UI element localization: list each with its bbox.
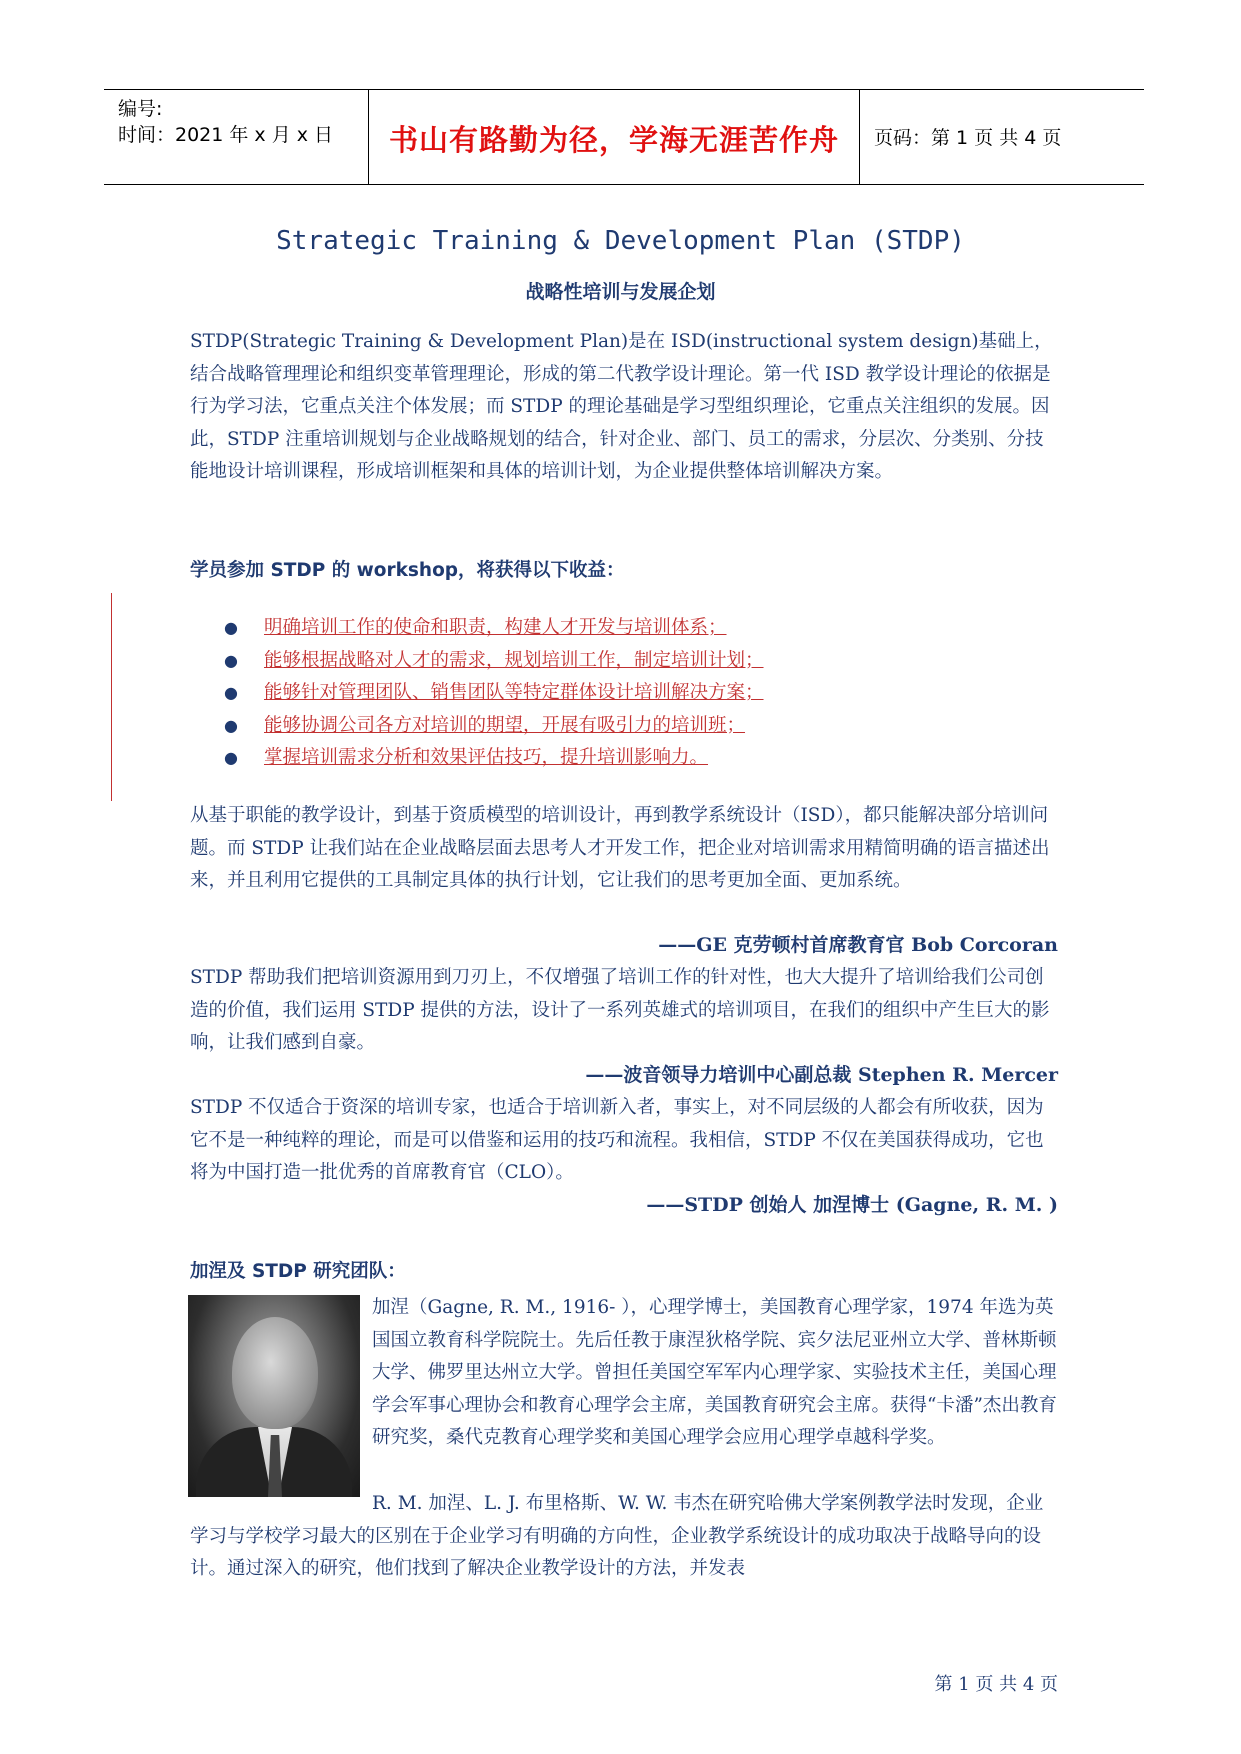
revision-bar	[111, 593, 112, 801]
header-motto-cell	[368, 90, 860, 184]
header-page-cell	[860, 90, 1144, 184]
quote-text: 从基于职能的教学设计，到基于资质模型的培训设计，再到教学系统设计（ISD），都只能解决部分培训问题。而 STDP 让我们站在企业战略层面去思考人才开发工作，把企业对培训需求用精简明确的语言描述出来，并且利用它提供的工具制定具体的执行计划，它让我们的思考更加全面、更加系统。	[190, 805, 1050, 891]
quote-attribution: ——STDP 创始人 加涅博士 (Gagne, R. M. )	[646, 1194, 1058, 1216]
quote-attribution: ——GE 克劳顿村首席教育官 Bob Corcoran	[658, 934, 1058, 956]
document-subtitle: 战略性培训与发展企划	[525, 281, 716, 303]
page-footer: 第 1 页 共 4 页	[934, 1674, 1058, 1695]
bullet-icon: ●	[224, 748, 238, 767]
team-paragraph: R. M. 加涅、L. J. 布里格斯、W. W. 韦杰在研究哈佛大学案例教学法时发现，企业学习与学校学习最大的区别在于企业学习有明确的方向性，企业教学系统设计的成功取决于战略导向的设计。通过深入的研究，他们找到了解决企业教学设计的方法，并发表	[190, 1493, 1044, 1579]
bullet-icon: ●	[224, 715, 238, 735]
portrait-photo	[188, 1295, 360, 1497]
team-heading: 加涅及 STDP 研究团队：	[190, 1261, 406, 1282]
document-number-label: 编号:	[118, 98, 163, 120]
list-item: ● 能够针对管理团队、销售团队等特定群体设计培训解决方案；	[222, 677, 764, 710]
list-item: ● 能够根据战略对人才的需求，规划培训工作，制定培训计划；	[222, 645, 764, 678]
benefits-list	[222, 612, 764, 775]
list-item: ● 掌握培训需求分析和效果评估技巧，提升培训影响力。	[222, 742, 764, 775]
header-motto: 书山有路勤为径，学海无涯苦作舟	[388, 123, 839, 157]
list-item: ● 明确培训工作的使命和职责，构建人才开发与培训体系；	[222, 612, 764, 645]
bullet-icon: ●	[224, 683, 238, 702]
quote-attribution: ——波音领导力培训中心副总裁 Stephen R. Mercer	[585, 1064, 1058, 1086]
document-time-label: 时间：2021 年 x 月 x 日	[118, 124, 334, 146]
header-page-label: 页码：第 1 页 共 4 页	[874, 127, 1062, 149]
quote-text: STDP 帮助我们把培训资源用到刀刃上，不仅增强了培训工作的针对性，也大大提升了培训给我们公司创造的价值，我们运用 STDP 提供的方法，设计了一系列英雄式的培训项目，在我们的组织中产生巨大的影响，让我们感到自豪。	[190, 967, 1050, 1053]
quote-text: STDP 不仅适合于资深的培训专家，也适合于培训新入者，事实上，对不同层级的人都会有所收获，因为它不是一种纯粹的理论，而是可以借鉴和运用的技巧和流程。我相信，STDP 不仅在美国获得成功，它也将为中国打造一批优秀的首席教育官（CLO）。	[190, 1097, 1044, 1183]
bullet-icon: ●	[224, 650, 238, 670]
bio-paragraph: 加涅（Gagne, R. M., 1916- ），心理学博士，美国教育心理学家，1974 年选为英国国立教育科学院院士。先后任教于康涅狄格学院、宾夕法尼亚州立大学、普林斯顿大学、佛罗里达州立大学。曾担任美国空军军内心理学家、实验技术主任，美国心理学会军事心理协会和教育心理学会主席，美国教育研究会主席。获得“卡潘”杰出教育研究奖，桑代克教育心理学奖和美国心理学会应用心理学卓越科学奖。	[372, 1297, 1057, 1448]
header-table	[104, 89, 1144, 185]
benefits-heading: 学员参加 STDP 的 workshop，将获得以下收益：	[190, 560, 625, 581]
list-item: ● 能够协调公司各方对培训的期望，开展有吸引力的培训班；	[222, 710, 764, 743]
header-meta-cell	[104, 90, 368, 184]
document-title: Strategic Training & Development Plan (STDP)	[276, 226, 965, 256]
bullet-icon: ●	[224, 618, 238, 637]
intro-paragraph: STDP(Strategic Training & Development Plan)是在 ISD(instructional system design)基础上，结合战略管理理论和组织变革管理理论，形成的第二代教学设计理论。第一代 ISD 教学设计理论的依据是行为学习法，它重点关注个体发展；而 STDP 的理论基础是学习型组织理论，它重点关注组织的发展。因此，STDP 注重培训规划与企业战略规划的结合，针对企业、部门、员工的需求，分层次、分类别、分技能地设计培训课程，形成培训框架和具体的培训计划，为企业提供整体培训解决方案。	[190, 331, 1053, 482]
